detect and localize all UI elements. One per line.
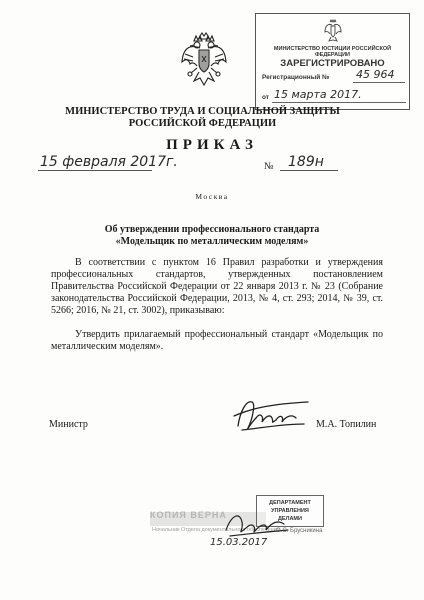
stamp-emblem-icon: [324, 19, 342, 43]
copy-certification-signature: [222, 508, 292, 540]
stamp-date-underline: [272, 102, 406, 103]
order-number: 189н: [288, 154, 324, 170]
order-date: 15 февраля 2017г.: [40, 154, 178, 170]
copy-certification-subtitle: Начальник Отдела документального обеспечения: [152, 527, 280, 533]
stamp-ministry-name: МИНИСТЕРСТВО ЮСТИЦИИ РОССИЙСКОЙ ФЕДЕРАЦИИ: [273, 46, 392, 58]
stamp-number-underline: [353, 82, 405, 83]
date-underline: [38, 170, 152, 171]
order-title: ПРИКАЗ: [166, 137, 258, 153]
number-underline: [280, 170, 338, 171]
ministry-line-2: РОССИЙСКОЙ ФЕДЕРАЦИИ: [128, 118, 277, 129]
registration-stamp: [255, 13, 410, 110]
handwritten-signature: [232, 394, 310, 438]
stamp-reg-label: Регистрационный №: [262, 74, 330, 81]
certifier-initials: О.С. Брусникина: [276, 528, 323, 534]
stamp-reg-date: 15 марта 2017.: [274, 88, 362, 101]
city-name: Москва: [195, 192, 229, 201]
order-number-prefix: №: [264, 161, 274, 172]
signer-position: Министр: [49, 419, 88, 430]
signer-name: М.А. Топилин: [316, 419, 377, 430]
ministry-header: [60, 106, 345, 130]
dept-stamp-line-2: УПРАВЛЕНИЯ: [271, 508, 309, 514]
stamp-reg-number: 45 964: [356, 68, 395, 81]
order-subject: [50, 224, 374, 248]
certification-date: 15.03.2017: [210, 537, 268, 548]
body-paragraph-1: В соответствии с пунктом 16 Правил разработки и утверждения профессиональных стандартов, утвержденных постановлением Правительства Российской Федерации от 22 января 2013 г. № 23 (Собрание законодательства Российской Федерации, 2013, № 4, ст. 293; 2014, № 39, ст. 5266; 2016, № 21, ст. 3002), приказываю:: [51, 257, 383, 316]
subject-line-1: Об утверждении профессионального стандарта: [104, 224, 320, 235]
copy-certification-heading: КОПИЯ ВЕРНА: [150, 510, 227, 520]
ministry-line-1: МИНИСТЕРСТВО ТРУДА И СОЦИАЛЬНОЙ ЗАЩИТЫ: [65, 106, 340, 117]
body-paragraph-2: Утвердить прилагаемый профессиональный стандарт «Модельщик по металлическим моделям».: [51, 329, 383, 352]
stamp-date-prefix: от: [262, 94, 269, 101]
stamp-registered-title: ЗАРЕГИСТРИРОВАНО: [280, 58, 385, 69]
dept-stamp-line-3: ДЕЛАМИ: [278, 516, 302, 522]
coat-of-arms-emblem: [180, 32, 228, 90]
dept-stamp-line-1: ДЕПАРТАМЕНТ: [269, 500, 311, 506]
subject-line-2: «Модельщик по металлическим моделям»: [115, 236, 309, 247]
